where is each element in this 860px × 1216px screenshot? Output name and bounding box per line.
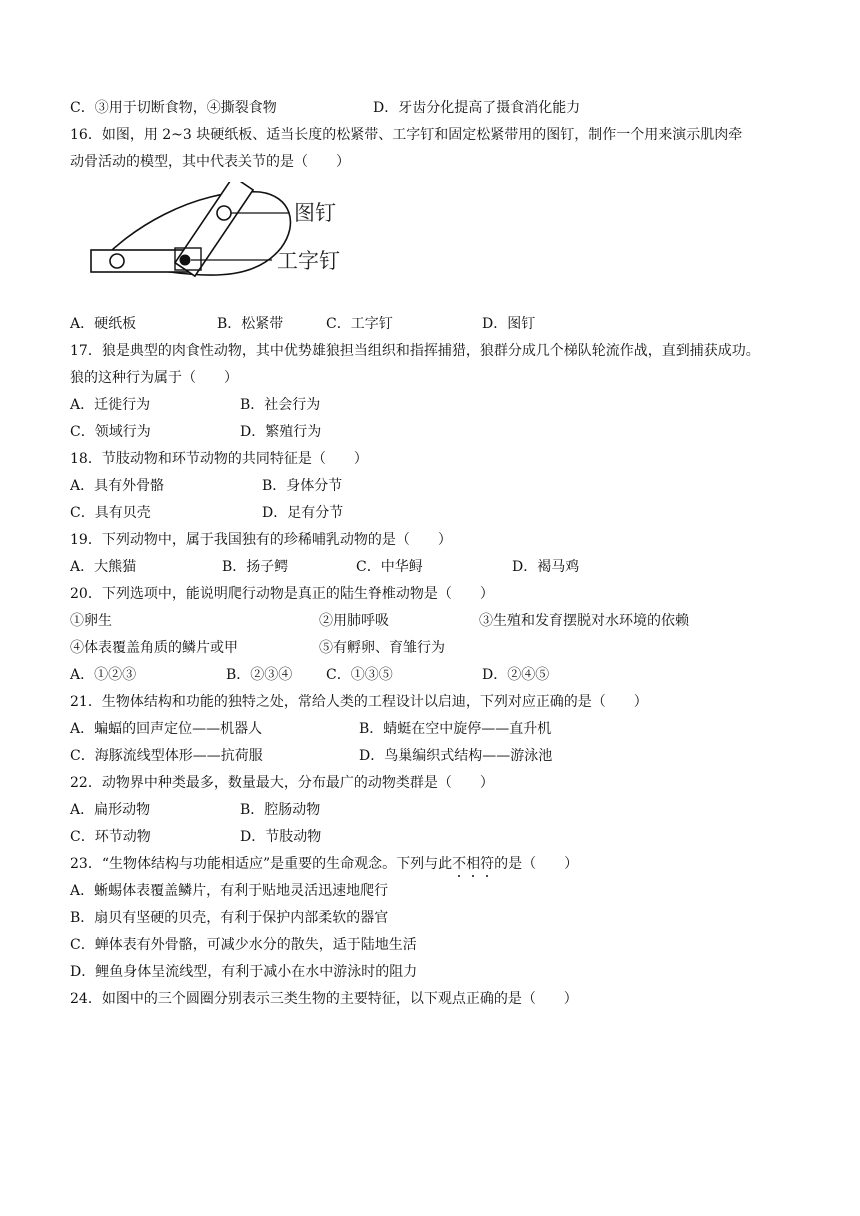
q22-option-d: D．节肢动物 bbox=[240, 829, 322, 845]
q19-option-d: D．褐马鸡 bbox=[512, 559, 580, 575]
q16-label-pin: 图钉 bbox=[294, 201, 336, 225]
q16-option-c: C．工字钉 bbox=[326, 316, 393, 332]
q20-item-4: ④体表覆盖角质的鳞片或甲 bbox=[70, 640, 238, 656]
q23-emphasis-char: 符 bbox=[480, 856, 495, 872]
q15-option-d: D．牙齿分化提高了摄食消化能力 bbox=[373, 100, 581, 116]
q19-stem: 19．下列动物中，属于我国独有的珍稀哺乳动物的是（ ） bbox=[70, 532, 452, 548]
q24-stem: 24．如图中的三个圆圈分别表示三类生物的主要特征，以下观点正确的是（ ） bbox=[70, 991, 578, 1007]
q17-option-d: D．繁殖行为 bbox=[240, 424, 322, 440]
q19-option-b: B．扬子鳄 bbox=[222, 559, 289, 575]
q16-label-nail: 工字钉 bbox=[277, 249, 340, 273]
q19-option-c: C．中华鲟 bbox=[356, 559, 423, 575]
q23-option-d: D．鲤鱼身体呈流线型，有利于减小在水中游泳时的阻力 bbox=[70, 964, 418, 980]
q20-option-a: A．①②③ bbox=[70, 667, 137, 683]
q20-item-3: ③生殖和发育摆脱对水环境的依赖 bbox=[479, 613, 689, 629]
q23-option-a: A．蜥蜴体表覆盖鳞片，有利于贴地灵活迅速地爬行 bbox=[70, 883, 389, 899]
q23-option-b: B．扇贝有坚硬的贝壳，有利于保护内部柔软的器官 bbox=[70, 910, 389, 926]
q19-option-a: A．大熊猫 bbox=[70, 559, 137, 575]
q17-option-c: C．领域行为 bbox=[70, 424, 151, 440]
q23-stem bbox=[70, 857, 578, 871]
q16-stem-line1: 16．如图，用 2~3 块硬纸板、适当长度的松紧带、工字钉和固定松紧带用的图钉，制作一个用来演示肌肉牵 bbox=[70, 127, 743, 143]
q15-option-c: C．③用于切断食物，④撕裂食物 bbox=[70, 100, 277, 116]
q20-option-b: B．②③④ bbox=[226, 667, 293, 683]
q16-option-d: D．图钉 bbox=[482, 316, 536, 332]
q21-option-d: D．鸟巢编织式结构——游泳池 bbox=[359, 748, 553, 764]
q18-option-c: C．具有贝壳 bbox=[70, 505, 151, 521]
q18-option-a: A．具有外骨骼 bbox=[70, 478, 165, 494]
q20-item-1: ①卵生 bbox=[70, 613, 112, 629]
q22-option-c: C．环节动物 bbox=[70, 829, 151, 845]
q23-option-c: C．蝉体表有外骨骼，可减少水分的散失，适于陆地生活 bbox=[70, 937, 417, 953]
q21-stem: 21．生物体结构和功能的独特之处，常给人类的工程设计以启迪，下列对应正确的是（ ） bbox=[70, 694, 648, 710]
q17-option-a: A．迁徙行为 bbox=[70, 397, 151, 413]
q16-nail-dot bbox=[180, 255, 191, 266]
q22-stem: 22．动物界中种类最多，数量最大，分布最广的动物类群是（ ） bbox=[70, 775, 494, 791]
q16-pin-hole bbox=[217, 206, 231, 220]
q20-option-c: C．①③⑤ bbox=[326, 667, 393, 683]
q20-item-2: ②用肺呼吸 bbox=[319, 613, 389, 629]
q22-option-b: B．腔肠动物 bbox=[240, 802, 321, 818]
q16-option-b: B．松紧带 bbox=[217, 316, 284, 332]
q20-option-d: D．②④⑤ bbox=[482, 667, 550, 683]
q23-emphasis-char: 不 bbox=[452, 856, 467, 872]
q17-stem-line1: 17．狼是典型的肉食性动物，其中优势雄狼担当组织和指挥捕猎，狼群分成几个梯队轮流作战，直到捕获成功。 bbox=[70, 343, 760, 359]
q20-stem: 20．下列选项中，能说明爬行动物是真正的陆生脊椎动物是（ ） bbox=[70, 586, 494, 602]
q23-stem-part-b: 的是（ ） bbox=[494, 856, 579, 872]
q21-option-a: A．蝙蝠的回声定位——机器人 bbox=[70, 721, 263, 737]
q21-option-c: C．海豚流线型体形——抗荷服 bbox=[70, 748, 263, 764]
q16-option-a: A．硬纸板 bbox=[70, 316, 137, 332]
q18-option-b: B．身体分节 bbox=[262, 478, 343, 494]
q16-bar-hole bbox=[110, 254, 124, 268]
q17-stem-line2: 狼的这种行为属于（ ） bbox=[70, 370, 238, 386]
q18-option-d: D．足有分节 bbox=[262, 505, 344, 521]
q23-stem-part-a: 23．“生物体结构与功能相适应”是重要的生命观念。下列与此 bbox=[70, 856, 453, 872]
q23-emphasis-char: 相 bbox=[466, 856, 481, 872]
q21-option-b: B．蜻蜓在空中旋停——直升机 bbox=[359, 721, 552, 737]
q17-option-b: B．社会行为 bbox=[240, 397, 321, 413]
q18-stem: 18．节肢动物和环节动物的共同特征是（ ） bbox=[70, 451, 368, 467]
q20-item-5: ⑤有孵卵、育雏行为 bbox=[319, 640, 445, 656]
q22-option-a: A．扁形动物 bbox=[70, 802, 151, 818]
q16-stem-line2: 动骨活动的模型，其中代表关节的是（ ） bbox=[70, 154, 350, 170]
q16-figure bbox=[85, 182, 355, 286]
